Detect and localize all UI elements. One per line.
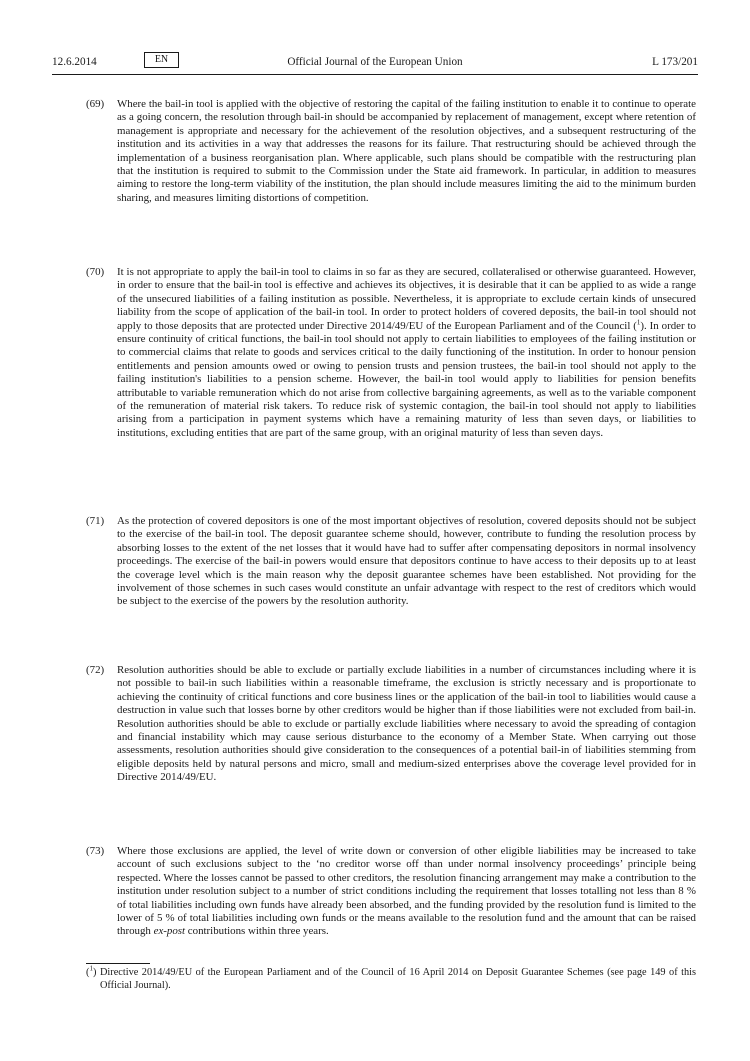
recital-73: [86, 845, 696, 939]
footnote-text: Directive 2014/49/EU of the European Parliament and of the Council of 16 April 2014 on Deposit Guarantee Schemes (see page 149 of this Official Journal).: [100, 967, 696, 991]
header-divider: [52, 74, 698, 75]
footnote-reference[interactable]: 1: [636, 318, 641, 326]
recital-number: (73): [86, 845, 105, 857]
recital-text-part: It is not appropriate to apply the bail-in tool to claims in so far as they are secured, collateralised or otherwise guaranteed. However, in order to ensure that the bail-in tool is effective and achieves its objectives, it is desirable that it can be applied to as wide a range of the unsecured liabilities of a failing institution as possible. Nevertheless, it is appropriate to exclude certain kinds of unsecured liability from the scope of application of the bail-in tool. In order to protect holders of covered deposits, the bail-in tool should not apply to those deposits that are protected under Directive 2014/49/EU of the European Parliament and of the Council (: [117, 266, 696, 332]
recital-number: (69): [86, 98, 105, 110]
recital-text-part: Where those exclusions are applied, the level of write down or conversion of other eligible liabilities may be increased to take account of such exclusions subject to the ‘no creditor worse off than under normal insolvency proceedings’ principle being respected. Where the losses cannot be passed to other creditors, the resolution financing arrangement may make a contribution to the institution under resolution subject to a number of strict conditions including the requirement that losses totalling not less than 8 % of total liabilities including own funds have already been absorbed, and the funding provided by the resolution fund is limited to the lower of 5 % of total liabilities including own funds or the means available to the resolution fund and the amount that can be raised through: [117, 845, 696, 938]
footnote-number: ($^1$): [86, 964, 97, 978]
recital-text: As the protection of covered depositors is one of the most important objectives of resolution, covered deposits should not be subject to the exercise of the bail-in tool. The deposit guarantee scheme should, however, contribute to funding the resolution process by absorbing losses to the extent of the net losses that it would have had to suffer after compensating depositors in normal insolvency proceedings. The exercise of the bail-in powers would ensure that depositors continue to have access to their deposits up to at least the coverage level which is the main reason why the deposit guarantee schemes have been established. Not providing for the involvement of those schemes in such cases would constitute an unfair advantage with respect to the rest of creditors which would be subject to the exercise of the powers by the resolution authority.: [117, 515, 696, 608]
recital-number: (72): [86, 664, 105, 676]
journal-title: Official Journal of the European Union: [287, 56, 463, 68]
recital-text-part: contributions within three years.: [185, 925, 329, 938]
recital-69: [86, 98, 696, 205]
recital-71: [86, 515, 696, 609]
recital-text: [117, 266, 696, 440]
recital-text: Where the bail-in tool is applied with the objective of restoring the capital of the failing institution to enable it to continue to operate as a going concern, the resolution through bail-in should be accompanied by replacement of management, except where retention of management is appropriate and necessary for the achievement of the resolution objectives, and a subsequent restructuring of the institution and its activities in a way that addresses the reasons for its failure. That restructuring should be achieved through the implementation of a business reorganisation plan. Where applicable, such plans should be compatible with the restructuring plan that the institution is required to submit to the Commission under the State aid framework. In particular, in addition to measures aiming to restore the long-term viability of the institution, the plan should include measures limiting the aid to the minimum burden sharing, and measures limiting distortions of competition.: [117, 98, 696, 204]
language-badge: EN: [144, 52, 179, 68]
recital-number: (70): [86, 266, 105, 278]
recital-72: [86, 664, 696, 785]
page-header: [52, 52, 698, 74]
recital-number: (71): [86, 515, 105, 527]
footnote-divider: [86, 963, 150, 964]
recital-70: [86, 266, 696, 440]
publication-date: 12.6.2014: [52, 56, 97, 68]
recital-text-part: ). In order to ensure continuity of critical functions, the bail-in tool should not apply to certain liabilities to employees of the failing institution or to commercial claims that relate to goods and services critical to the daily functioning of the institution. In order to honour pension entitlements and pension amounts owed or owing to pension trusts and pension trustees, the bail-in tool should not apply to the failing institution's liabilities to a pension scheme. However, the bail-in tool would apply to liabilities for pension benefits attributable to variable remuneration which do not arise from collective bargaining agreements, as well as to the variable component of the remuneration of material risk takers. To reduce risk of systemic contagion, the bail-in tool should not apply to liabilities arising from a participation in payment systems which have a remaining maturity of less than seven days, or liabilities to institutions, excluding entities that are part of the same group, with an original maturity of less than seven days.: [117, 319, 696, 439]
emphasized-term: ex-post: [153, 925, 186, 938]
footnote: [86, 964, 696, 992]
recital-text: [117, 845, 696, 939]
recital-text: Resolution authorities should be able to exclude or partially exclude liabilities in a number of circumstances including where it is not possible to bail-in such liabilities within a reasonable timeframe, the exclusion is strictly necessary and is proportionate to achieving the continuity of critical functions and core business lines or the application of the bail-in tool to liabilities would cause a destruction in value such that losses borne by other creditors would be higher than if those liabilities were not excluded from bail-in. Resolution authorities should be able to exclude or partially exclude liabilities where necessary to avoid the spreading of contagion and financial instability which may cause serious disturbance to the economy of a Member State. When carrying out those assessments, resolution authorities should give consideration to the consequences of a potential bail-in of liabilities stemming from eligible deposits held by natural persons and micro, small and medium-sized enterprises above the coverage level provided for in Directive 2014/49/EU.: [117, 664, 696, 784]
page-reference: L 173/201: [652, 56, 698, 68]
